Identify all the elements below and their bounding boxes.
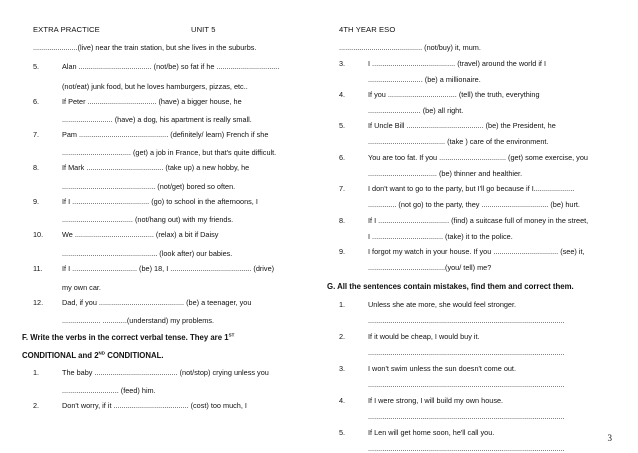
right-item-number: 2. (339, 332, 346, 341)
right-exercise-line: ................................................................................................. (368, 316, 565, 325)
left-exercise-line: If Peter .................................. (have) a bigger house, he (62, 97, 242, 106)
right-exercise-line: ................................................................................................. (368, 348, 565, 357)
left-exercise-line: Pam ............................................ (definitely/ learn) French if she (62, 130, 269, 139)
right-exercise-line: Unless she ate more, she would feel stronger. (368, 300, 517, 309)
right-exercise-line: ......................................... (not/buy) it, mum. (339, 43, 481, 52)
left-item-number: 7. (33, 130, 40, 139)
right-exercise-line: I won't swim unless the sun doesn't come out. (368, 364, 516, 373)
left-exercise-line: The baby ......................................... (not/stop) crying unless you (62, 368, 269, 377)
header-center: UNIT 5 (191, 25, 216, 34)
left-item-number: 2. (33, 401, 40, 410)
right-exercise-line: You are too fat. If you ................................. (get) some exercise, you (368, 153, 588, 162)
left-exercise-line: ................................... (not/hang out) with my friends. (62, 215, 234, 224)
right-item-number: 5. (339, 428, 346, 437)
right-exercise-line: ................................................................................................. (368, 380, 565, 389)
section-f-heading-line2: CONDITIONAL and 2ND CONDITIONAL. (22, 350, 164, 360)
right-exercise-line: .................................. (be) thinner and healthier. (368, 169, 523, 178)
header-right: 4TH YEAR ESO (339, 25, 396, 34)
left-item-number: 8. (33, 163, 40, 172)
right-exercise-line: If it would be cheap, I would buy it. (368, 332, 480, 341)
right-item-number: 7. (339, 184, 346, 193)
right-exercise-line: .......................... (be) all right. (368, 106, 464, 115)
left-exercise-line: ................... ............(understand) my problems. (62, 316, 215, 325)
left-exercise-line: Alan .................................... (not/be) so fat if he ............................... (62, 62, 280, 71)
left-item-number: 9. (33, 197, 40, 206)
left-item-number: 10. (33, 230, 44, 239)
right-exercise-line: ......................................(you/ tell) me? (368, 263, 492, 272)
left-item-number: 12. (33, 298, 44, 307)
right-exercise-line: I ................................... (take) it to the police. (368, 232, 513, 241)
header-left: EXTRA PRACTICE (33, 25, 100, 34)
right-item-number: 3. (339, 364, 346, 373)
left-exercise-line: If I ...................................... (go) to school in the afternoons, I (62, 197, 258, 206)
right-item-number: 4. (339, 90, 346, 99)
left-exercise-line: .............................................. (not/get) bored so often. (62, 182, 236, 191)
right-item-number: 4. (339, 396, 346, 405)
right-exercise-line: I don't want to go to the party, but I'll go because if I.................... (368, 184, 575, 193)
left-item-number: 1. (33, 368, 40, 377)
left-exercise-line: If Mark ...................................... (take up) a new hobby, he (62, 163, 250, 172)
left-item-number: 6. (33, 97, 40, 106)
left-exercise-line: ......................(live) near the train station, but she lives in the suburbs. (33, 43, 257, 52)
left-item-number: 5. (33, 62, 40, 71)
left-item-number: 11. (33, 264, 43, 273)
section-f-heading-line1: F. Write the verbs in the correct verbal tense. They are 1ST (22, 332, 235, 342)
right-item-number: 8. (339, 216, 346, 225)
right-exercise-line: If I were strong, I will build my own house. (368, 396, 504, 405)
left-exercise-line: .................................. (get) a job in France, but that's quite difficult. (62, 148, 277, 157)
right-item-number: 3. (339, 59, 346, 68)
right-exercise-line: ................................................................................................. (368, 444, 565, 453)
right-item-number: 5. (339, 121, 346, 130)
page-number: 3 (607, 433, 612, 443)
left-exercise-line: ......................... (have) a dog, his apartment is really small. (62, 115, 252, 124)
right-item-number: 6. (339, 153, 346, 162)
left-exercise-line: (not/eat) junk food, but he loves hamburgers, pizzas, etc.. (62, 82, 248, 91)
right-exercise-line: I forgot my watch in your house. If you ................................ (see) it, (368, 247, 585, 256)
right-exercise-line: .............. (not go) to the party, they ................................. (be) hurt. (368, 200, 580, 209)
right-exercise-line: If Uncle Bill ...................................... (be) the President, he (368, 121, 556, 130)
left-exercise-line: ............................ (feed) him. (62, 386, 156, 395)
right-exercise-line: ........................... (be) a millionaire. (368, 75, 481, 84)
right-exercise-line: ................................................................................................. (368, 412, 565, 421)
left-exercise-line: ............................................... (look after) our babies. (62, 249, 233, 258)
left-exercise-line: my own car. (62, 283, 101, 292)
right-item-number: 1. (339, 300, 346, 309)
right-exercise-line: ...................................... (take ) care of the environment. (368, 137, 549, 146)
left-exercise-line: If I ................................ (be) 18, I ........................................ (drive) (62, 264, 275, 273)
left-exercise-line: Don't worry, if it ..................................... (cost) too much, I (62, 401, 247, 410)
right-exercise-line: If Len will get home soon, he'll call you. (368, 428, 495, 437)
left-exercise-line: Dad, if you .......................................... (be) a teenager, you (62, 298, 252, 307)
left-exercise-line: We ....................................... (relax) a bit if Daisy (62, 230, 219, 239)
right-item-number: 9. (339, 247, 346, 256)
right-exercise-line: If I ................................... (find) a suitcase full of money in the street, (368, 216, 589, 225)
right-exercise-line: I ......................................... (travel) around the world if I (368, 59, 547, 68)
right-exercise-line: If you .................................. (tell) the truth, everything (368, 90, 540, 99)
section-g-heading: G. All the sentences contain mistakes, find them and correct them. (327, 282, 574, 291)
